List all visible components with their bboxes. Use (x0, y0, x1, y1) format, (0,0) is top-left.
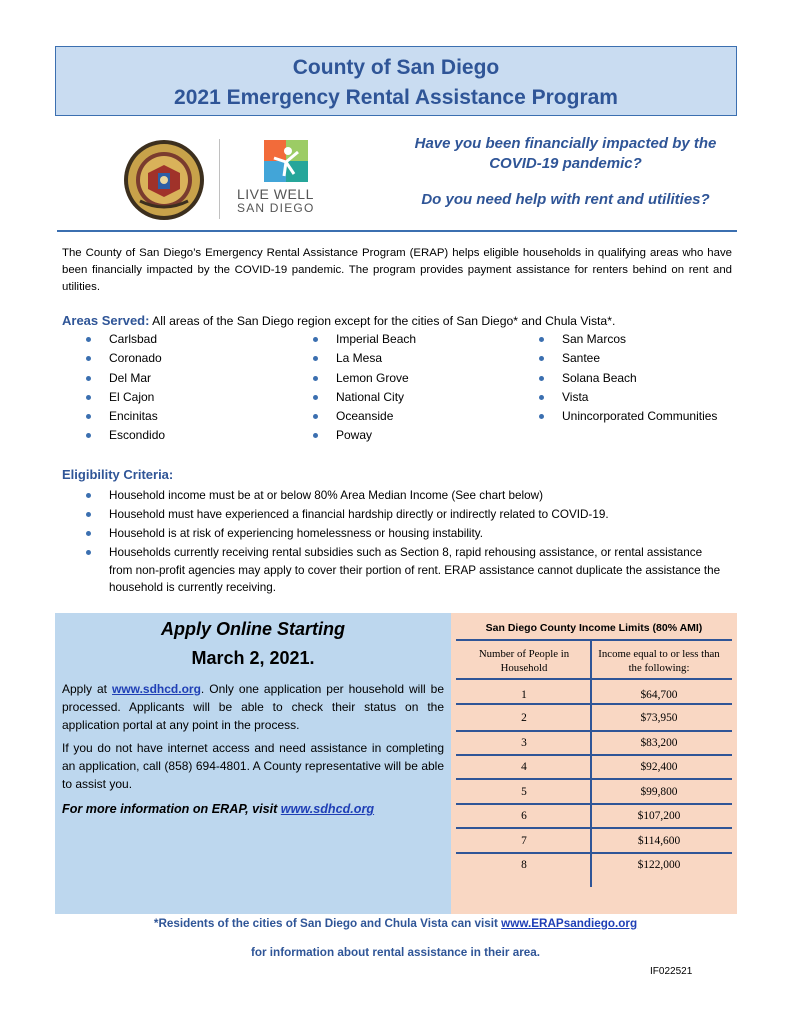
area-item: Vista (536, 388, 726, 407)
table-cell-people: 7 (521, 835, 527, 847)
table-cell-people: 6 (521, 810, 527, 822)
income-limits-panel (451, 613, 737, 914)
residents-footnote (0, 917, 791, 930)
table-cell-people: 5 (521, 786, 527, 798)
title-line-program: 2021 Emergency Rental Assistance Program (174, 86, 618, 109)
area-item: Lemon Grove (310, 369, 510, 388)
apply-online-panel (55, 613, 451, 914)
eligibility-heading: Eligibility Criteria: (62, 467, 174, 482)
table-cell-people: 1 (521, 689, 527, 701)
table-top-rule (456, 639, 732, 641)
title-line-county: County of San Diego (292, 56, 500, 79)
table-row-rule (456, 778, 732, 780)
table-header-people: Number of People in Household (478, 648, 570, 674)
area-item: El Cajon (83, 388, 283, 407)
eligibility-item: Household must have experienced a financial hardship directly or indirectly related to COVID-19. (83, 506, 723, 524)
county-seal-icon (118, 139, 210, 221)
eligibility-list (83, 487, 723, 599)
logo-divider (219, 139, 220, 219)
intro-paragraph: The County of San Diego’s Emergency Rental Assistance Program (ERAP) helps eligible households in qualifying areas who have been financially impacted by the COVID-19 pandemic. The program provides payment assistance for renters behind on rent and utilities. (62, 247, 732, 293)
area-item: Unincorporated Communities (536, 407, 726, 426)
area-item: Carlsbad (83, 330, 283, 349)
table-cell-people: 3 (521, 737, 527, 749)
residents-footnote-text: *Residents of the cities of San Diego and Chula Vista can visit (153, 917, 502, 930)
question-rent-help: Do you need help with rent and utilities? (421, 191, 710, 208)
apply-date: March 2, 2021. (191, 648, 315, 668)
table-cell-people: 2 (521, 712, 527, 724)
more-info-link[interactable]: www.sdhcd.org (280, 802, 375, 816)
table-cell-income: $122,000 (637, 859, 681, 871)
header-divider (57, 230, 737, 232)
eligibility-item: Household income must be at or below 80% Area Median Income (See chart below) (83, 487, 723, 505)
question-impacted: Have you been financially impacted by the COVID-19 pandemic? (414, 135, 717, 172)
table-row-rule (456, 730, 732, 732)
income-table-title: San Diego County Income Limits (80% AMI) (485, 622, 703, 634)
area-item: Santee (536, 349, 726, 368)
table-cell-people: 4 (521, 761, 527, 773)
area-item: Del Mar (83, 369, 283, 388)
area-item: Oceanside (310, 407, 510, 426)
table-row-rule (456, 852, 732, 854)
area-item: San Marcos (536, 330, 726, 349)
table-cell-income: $73,950 (640, 712, 678, 724)
area-item: Imperial Beach (310, 330, 510, 349)
document-code: IF022521 (650, 966, 693, 977)
table-row-rule (456, 803, 732, 805)
areas-column-2 (310, 330, 510, 446)
apply-details: . Only one application per household will be processed. Applicants will be able to check their status on the application portal at any point in the process. (62, 682, 444, 732)
areas-column-3 (536, 330, 726, 426)
residents-footnote-line2: for information about rental assistance in their area. (250, 946, 540, 959)
area-item: Poway (310, 426, 510, 445)
table-cell-income: $92,400 (640, 761, 678, 773)
area-item: La Mesa (310, 349, 510, 368)
table-row-rule (456, 754, 732, 756)
area-item: National City (310, 388, 510, 407)
sdhcd-link[interactable]: www.sdhcd.org (112, 682, 201, 696)
table-header-rule (456, 678, 732, 680)
areas-served-line (62, 313, 615, 328)
san-diego-text: SAN DIEGO (237, 201, 315, 215)
table-cell-people: 8 (521, 859, 527, 871)
table-cell-income: $99,800 (640, 786, 678, 798)
table-cell-income: $107,200 (637, 810, 681, 822)
area-item: Escondido (83, 426, 283, 445)
areas-column-1 (83, 330, 283, 446)
table-row-rule (456, 827, 732, 829)
eligibility-item: Household is at risk of experiencing homelessness or housing instability. (83, 525, 723, 543)
apply-prefix: Apply at (62, 682, 113, 696)
more-info-prefix: For more information on ERAP, visit (62, 802, 281, 816)
table-cell-income: $64,700 (640, 689, 678, 701)
area-item: Encinitas (83, 407, 283, 426)
area-item: Solana Beach (536, 369, 726, 388)
erap-sandiego-link[interactable]: www.ERAPsandiego.org (501, 917, 638, 930)
more-info-text (62, 801, 444, 819)
live-well-logo (237, 140, 337, 220)
apply-title: Apply Online Starting (160, 619, 345, 639)
areas-served-text: All areas of the San Diego region except for the cities of San Diego* and Chula Vista*. (149, 314, 616, 328)
table-row-rule (456, 703, 732, 705)
eligibility-item: Households currently receiving rental subsidies such as Section 8, rapid rehousing assistance, or rental assistance from non-profit agencies may apply to cover their portion of rent. ERAP assistance cannot duplicate the assistance the household is currently receiving. (83, 544, 723, 597)
title-banner (55, 46, 737, 116)
live-well-figure-icon (264, 140, 308, 182)
phone-assistance-text: If you do not have internet access and need assistance in completing an application, call (858) 694-4801. A County representative will be able to assist you. (62, 741, 444, 791)
table-cell-income: $114,600 (637, 835, 681, 847)
table-column-divider (590, 639, 592, 887)
table-header-income: Income equal to or less than the following: (598, 648, 720, 674)
apply-instructions (62, 681, 444, 734)
live-well-text: LIVE WELL (237, 186, 314, 202)
areas-served-heading: Areas Served: (62, 313, 150, 328)
table-cell-income: $83,200 (640, 737, 678, 749)
area-item: Coronado (83, 349, 283, 368)
